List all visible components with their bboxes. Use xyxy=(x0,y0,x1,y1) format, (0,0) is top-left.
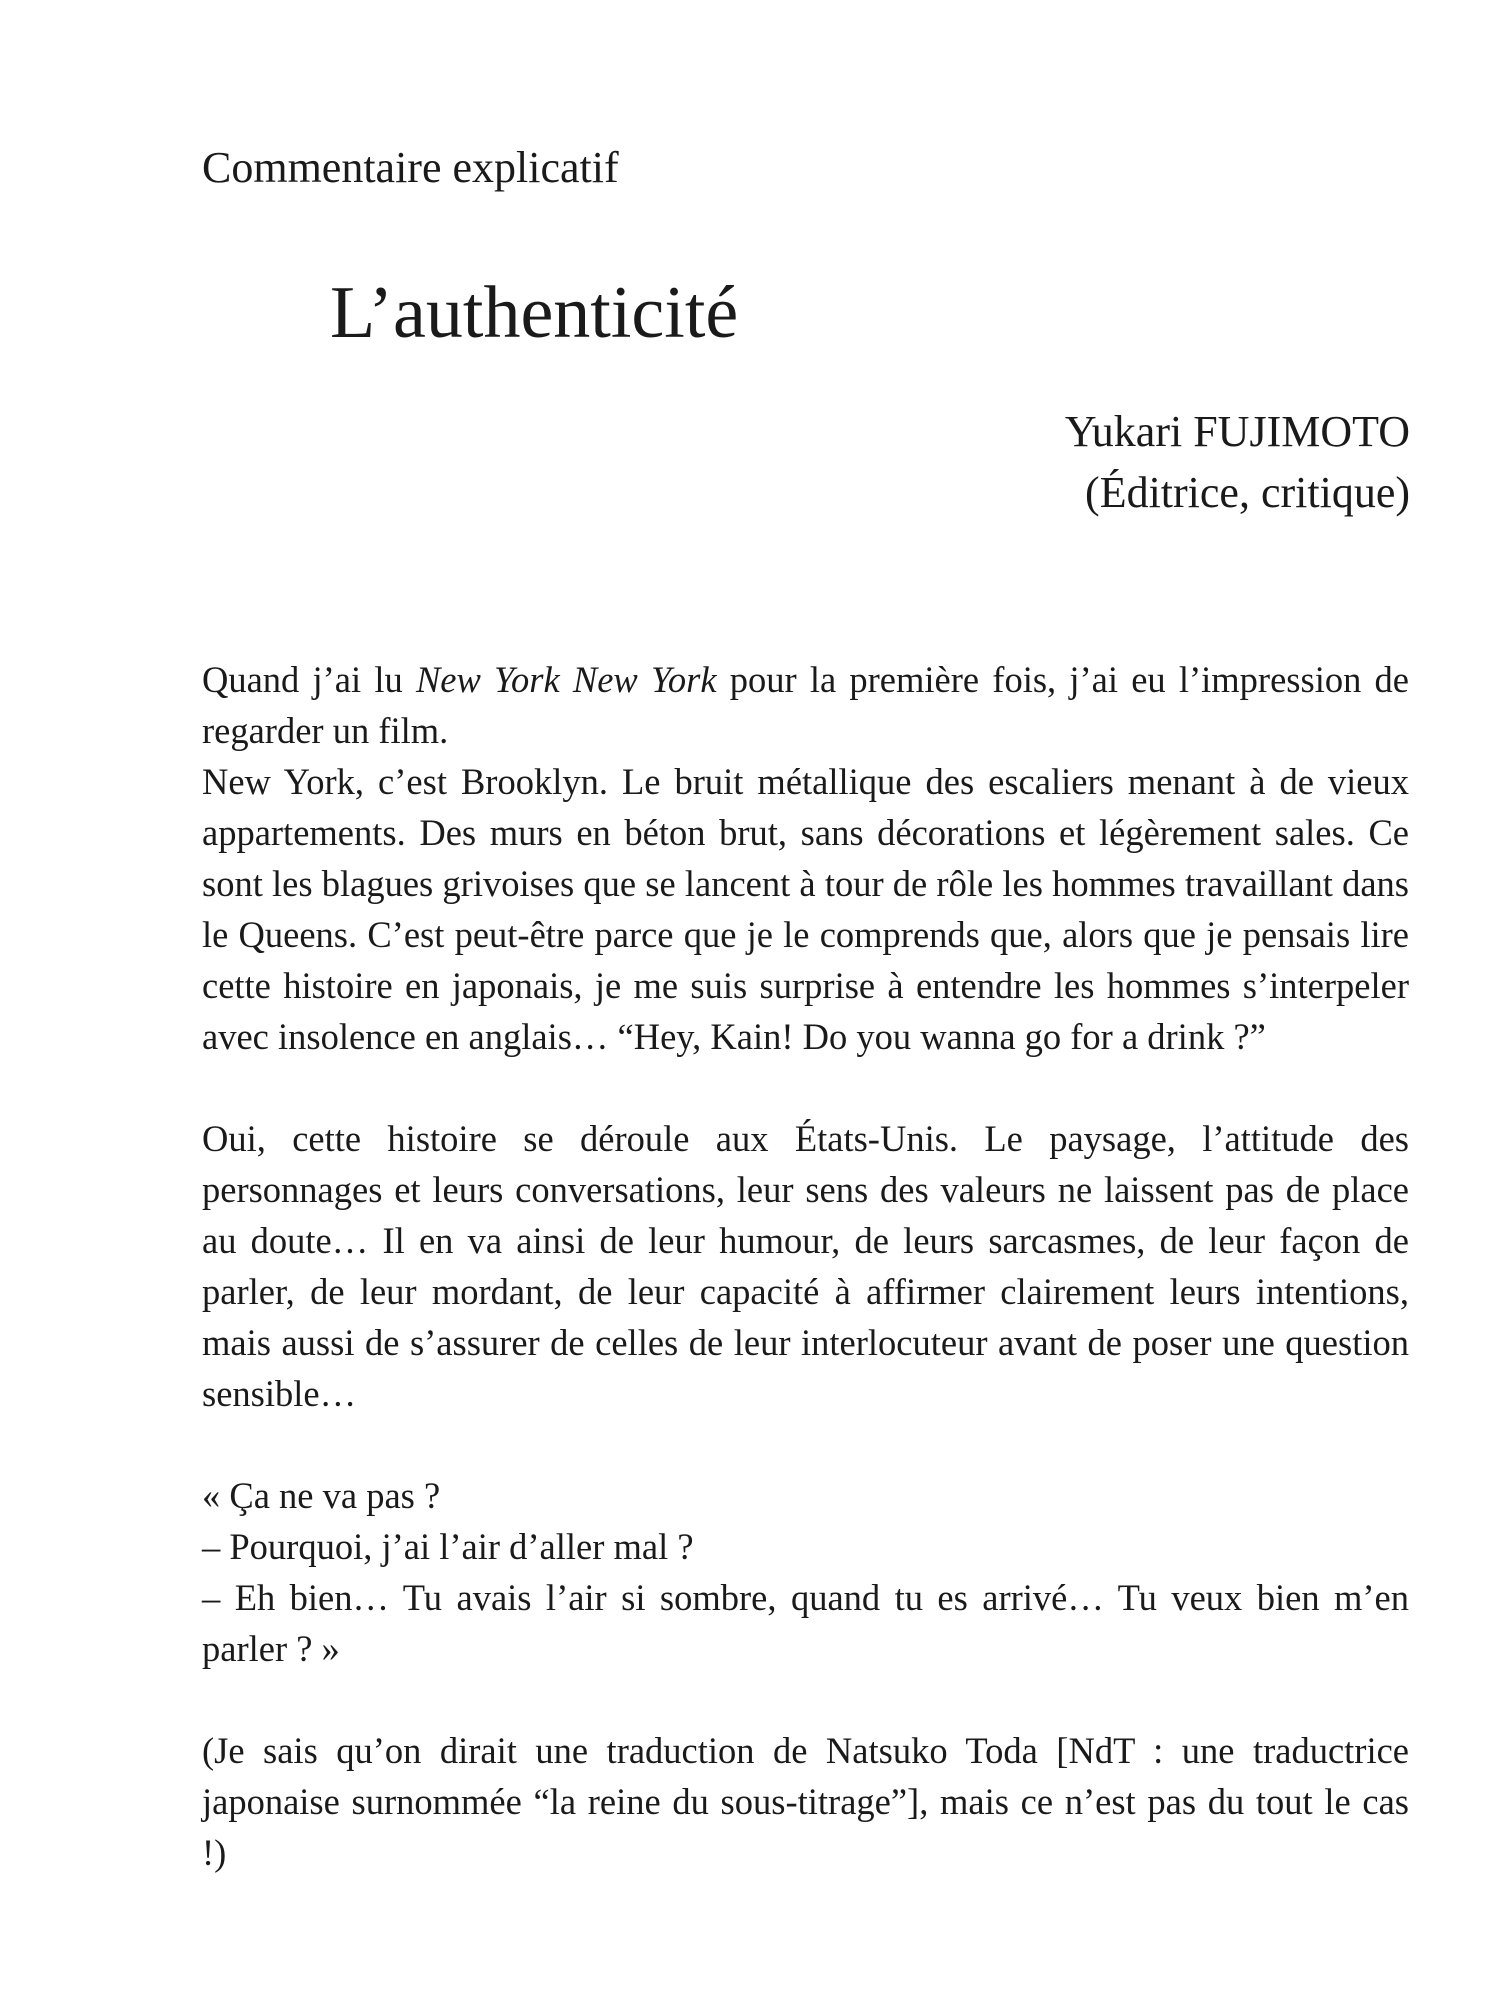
author-role: (Éditrice, critique) xyxy=(1085,468,1410,517)
paragraph-1-start: Quand j’ai lu xyxy=(202,659,416,700)
byline xyxy=(1065,401,1410,523)
dialogue-line: « Ça ne va pas ? xyxy=(202,1475,441,1516)
dialogue-line: – Eh bien… Tu avais l’air si sombre, quand tu es arrivé… Tu veux bien m’en parler ? » xyxy=(202,1577,1409,1669)
article-title: L’authenticité xyxy=(330,272,739,354)
paragraph-spacer xyxy=(202,1674,1409,1725)
dialogue-line: – Pourquoi, j’ai l’air d’aller mal ? xyxy=(202,1526,694,1567)
paragraph-2: New York, c’est Brooklyn. Le bruit métallique des escaliers menant à de vieux appartements. Des murs en béton brut, sans décorations et légèrement sales. Ce sont les blagues grivoises que se lancent à tour de rôle les hommes travaillant dans le Queens. C’est peut-être parce que je le comprends que, alors que je pensais lire cette histoire en japonais, je me suis surprise à entendre les hommes s’interpeler avec insolence en anglais… “Hey, Kain! Do you wanna go for a drink ?” xyxy=(202,761,1409,1057)
paragraph-spacer xyxy=(202,1062,1409,1113)
section-kicker: Commentaire explicatif xyxy=(202,143,619,192)
author-name: Yukari FUJIMOTO xyxy=(1064,407,1410,456)
paragraph-3: Oui, cette histoire se déroule aux États-Unis. Le paysage, l’attitude des personnages et leurs conversations, leur sens des valeurs ne laissent pas de place au doute… Il en va ainsi de leur humour, de leurs sarcasmes, de leur façon de parler, de leur mordant, de leur capacité à affirmer clairement leurs intentions, mais aussi de s’assurer de celles de leur interlocuteur avant de poser une question sensible… xyxy=(202,1118,1409,1414)
paragraph-1 xyxy=(202,654,1409,756)
paragraph-1-end: pour la première fois, j’ai eu l’impression de regarder un film. xyxy=(202,659,1409,751)
article-body xyxy=(202,654,1409,1878)
paragraph-4: (Je sais qu’on dirait une traduction de Natsuko Toda [NdT : une traductrice japonaise surnommée “la reine du sous-titrage”], mais ce n’est pas du tout le cas !) xyxy=(202,1730,1409,1873)
work-title: New York New York xyxy=(415,659,717,700)
paragraph-spacer xyxy=(202,1419,1409,1470)
